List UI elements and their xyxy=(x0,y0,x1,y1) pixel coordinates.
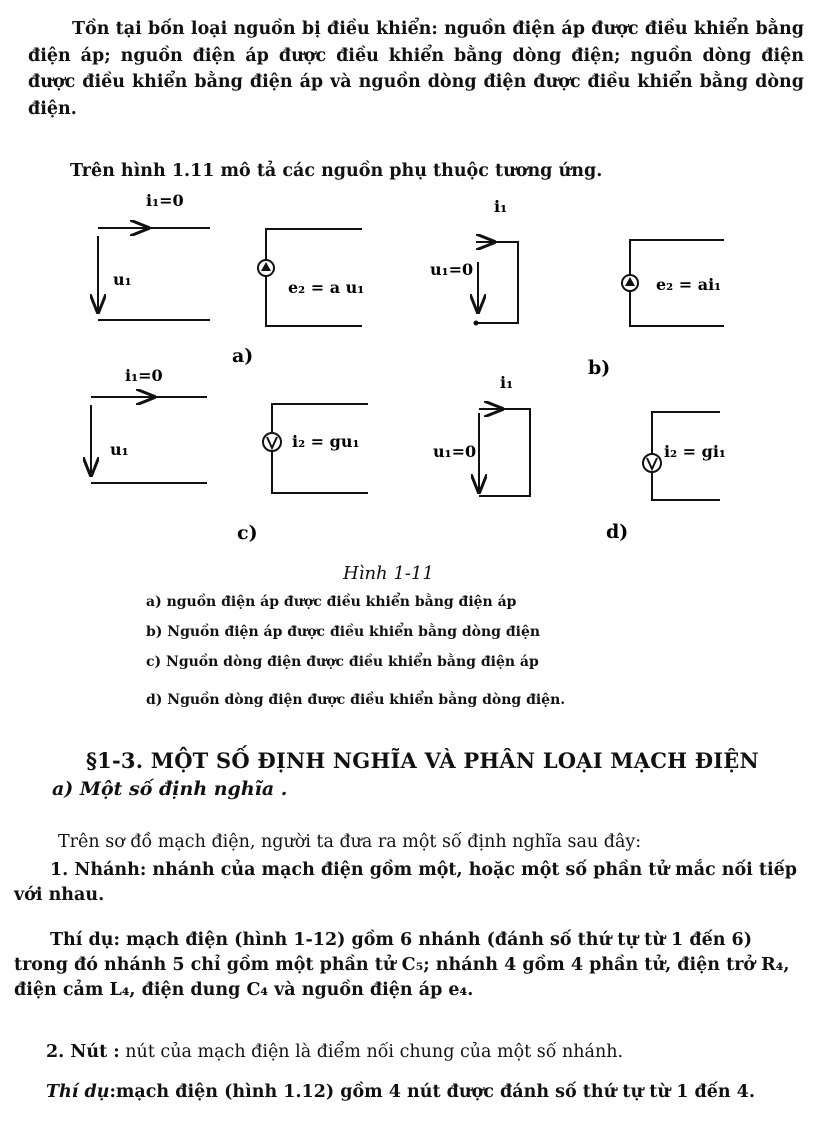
example-branch: Thí dụ: mạch điện (hình 1-12) gồm 6 nhánh (đánh số thứ tự từ 1 đến 6) trong đó nhánh 5 chỉ gồm một phần tử C₅; nhánh 4 gồm 4 phần tử, điện trở R₄, điện cảm L₄, điện dung C₄ và nguồn điện áp e₄. xyxy=(14,930,790,1000)
definition-branch-term: 1. Nhánh: xyxy=(50,860,147,880)
figure-intro: Trên hình 1.11 mô tả các nguồn phụ thuộc tương ứng. xyxy=(70,161,603,181)
circuit-b-input xyxy=(430,197,518,326)
intro-paragraph: Tồn tại bốn loại nguồn bị điều khiển: nguồn điện áp được điều khiển bằng điện áp; nguồn điện áp được điều khiển bằng dòng điện; nguồn dòng điện được điều khiển bằng điện áp và nguồn dòng điện được điều khiển bằng dòng điện. xyxy=(28,19,804,119)
circuit-b-input-current: i₁ xyxy=(494,197,508,216)
definition-branch-text: nhánh của mạch điện gồm một, hoặc một số phần tử mắc nối tiếp với nhau. xyxy=(14,860,798,905)
circuit-c-input-current: i₁=0 xyxy=(125,366,163,385)
circuit-c-input-voltage: u₁ xyxy=(110,440,129,459)
circuit-a-output-label: e₂ = a u₁ xyxy=(288,278,365,297)
circuit-d-input-voltage: u₁=0 xyxy=(433,442,477,461)
definition-node-term: 2. Nút : xyxy=(46,1042,120,1062)
section-subheading: a) Một số định nghĩa . xyxy=(52,778,288,800)
example-node-term: Thí dụ xyxy=(46,1082,110,1102)
sub-label-d: d) xyxy=(606,521,629,543)
legend-item-c: c) Nguồn dòng điện được điều khiển bằng điện áp xyxy=(146,654,539,670)
circuit-d-output-label: i₂ = gi₁ xyxy=(664,442,726,461)
circuit-a-input-voltage: u₁ xyxy=(113,270,132,289)
circuit-b-output-label: e₂ = ai₁ xyxy=(656,275,722,294)
circuit-c-input xyxy=(91,366,207,483)
sub-label-a: a) xyxy=(232,345,254,367)
section-lead: Trên sơ đồ mạch điện, người ta đưa ra một số định nghĩa sau đây: xyxy=(58,832,642,852)
example-node-text: :mạch điện (hình 1.12) gồm 4 nút được đánh số thứ tự từ 1 đến 4. xyxy=(109,1082,755,1102)
example-node xyxy=(46,1080,796,1105)
sub-label-c: c) xyxy=(237,522,258,544)
legend-item-b: b) Nguồn điện áp được điều khiển bằng dòng điện xyxy=(146,624,541,640)
circuit-c-output-label: i₂ = gu₁ xyxy=(292,432,360,451)
figure-1-11 xyxy=(0,0,816,560)
circuit-a-input-current: i₁=0 xyxy=(146,191,184,210)
circuit-c-output xyxy=(263,404,368,493)
legend-item-d: d) Nguồn dòng điện được điều khiển bằng dòng điện. xyxy=(146,692,566,708)
legend-item-a: a) nguồn điện áp được điều khiển bằng điện áp xyxy=(146,594,517,610)
definition-node xyxy=(46,1040,796,1065)
section-heading: §1-3. MỘT SỐ ĐỊNH NGHĨA VÀ PHÂN LOẠI MẠCH ĐIỆN xyxy=(86,748,759,773)
circuit-d-input xyxy=(433,373,530,496)
circuit-d-input-current: i₁ xyxy=(500,373,514,392)
circuit-a-input xyxy=(98,191,210,320)
circuit-a-output xyxy=(258,229,364,326)
circuit-b-output xyxy=(622,240,724,326)
figure-caption: Hình 1-11 xyxy=(343,563,434,584)
sub-label-b: b) xyxy=(588,357,611,379)
circuit-d-output xyxy=(643,412,726,500)
definition-node-text: nút của mạch điện là điểm nối chung của một số nhánh. xyxy=(119,1042,624,1062)
definition-branch xyxy=(14,858,804,908)
circuit-b-input-voltage: u₁=0 xyxy=(430,260,474,279)
